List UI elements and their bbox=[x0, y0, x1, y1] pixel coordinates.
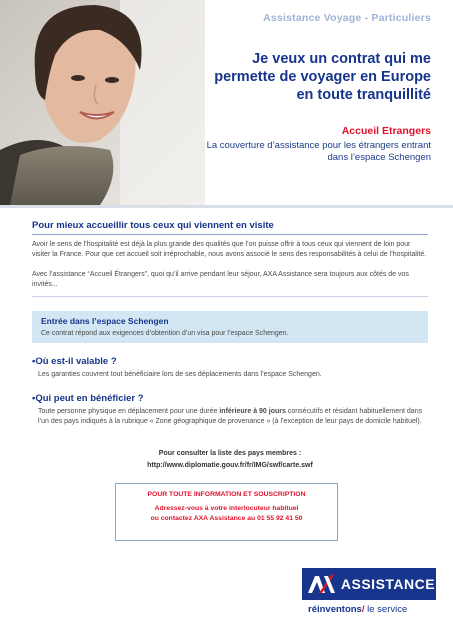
intro-paragraph-2: Avec l’assistance “Accueil Étrangers”, quoi qu’il arrive pendant leur séjour, AXA Assistance sera toujours aux côtés de vos invités... bbox=[32, 271, 409, 288]
schengen-title: Entrée dans l’espace Schengen bbox=[41, 316, 169, 326]
headline: Je veux un contrat qui me permette de voyager en Europe en toute tranquillité bbox=[214, 51, 431, 103]
intro-title-rule bbox=[32, 234, 428, 235]
tagline-bold: réinventons bbox=[308, 604, 362, 615]
intro-title: Pour mieux accueillir tous ceux qui viennent en visite bbox=[32, 220, 274, 231]
eligibility-text-end: consécutifs et résidant habituellement dans l’un des pays indiqués à la rubrique « Zone géographique de provenance » (à l’exception de leur pays de domicile habituel). bbox=[38, 408, 423, 425]
product-description: La couverture d’assistance pour les étrangers entrant dans l’espace Schengen bbox=[206, 140, 431, 163]
header-divider bbox=[0, 205, 453, 208]
subscription-phone-line: ou contactez AXA Assistance au 01 55 92 41 50 bbox=[150, 515, 303, 522]
schengen-box bbox=[32, 311, 428, 343]
category-label: Assistance Voyage - Particuliers bbox=[263, 12, 431, 24]
question-validity-title: •Où est-il valable ? bbox=[32, 356, 117, 367]
assistance-wordmark: ASSISTANCE bbox=[340, 568, 436, 600]
subscription-title: POUR TOUTE INFORMATION ET SOUSCRIPTION bbox=[147, 491, 306, 498]
tagline-slash: / bbox=[361, 604, 365, 615]
intro-paragraph-1: Avoir le sens de l’hospitalité est déjà la plus grande des qualités que l’on puisse offrir à tous ceux qui viennent de loin pour visiter la France. Pour que cet accueil soit irréprochable, nous avons associé le sens des responsabilités à celui de l’hospitalité. bbox=[32, 241, 427, 258]
subscription-info-box bbox=[115, 483, 338, 541]
hero-photo bbox=[0, 0, 205, 205]
tagline-rest: le service bbox=[364, 604, 408, 615]
axa-logo-icon bbox=[302, 568, 340, 600]
eligibility-duration: inférieure à 90 jours bbox=[219, 408, 286, 415]
axa-mark bbox=[302, 568, 340, 600]
country-list-label: Pour consulter la liste des pays membres : bbox=[158, 450, 302, 457]
eligibility-text-start: Toute personne physique en déplacement pour une durée bbox=[38, 408, 220, 415]
tagline bbox=[308, 604, 407, 615]
schengen-text: Ce contrat répond aux exigences d’obtention d’un visa pour l’espace Schengen. bbox=[41, 330, 289, 337]
product-title: Accueil Etrangers bbox=[341, 125, 431, 137]
country-list-url[interactable]: http://www.diplomatie.gouv.fr/fr/IMG/swf/carte.swf bbox=[147, 462, 313, 469]
hero-banner bbox=[0, 0, 453, 205]
woman-photo-illustration bbox=[0, 0, 205, 205]
question-validity-text: Les garanties couvrent tout bénéficiaire lors de ses déplacements dans l’espace Schengen. bbox=[38, 371, 322, 378]
subscription-text bbox=[116, 504, 337, 524]
intro-divider bbox=[32, 296, 428, 297]
question-eligibility-text bbox=[38, 407, 428, 427]
subscription-line-1: Adressez-vous à votre interlocuteur habituel bbox=[154, 505, 299, 512]
question-eligibility-title: •Qui peut en bénéficier ? bbox=[32, 393, 144, 404]
country-list-info bbox=[32, 448, 428, 472]
axa-assistance-logo bbox=[302, 568, 436, 600]
